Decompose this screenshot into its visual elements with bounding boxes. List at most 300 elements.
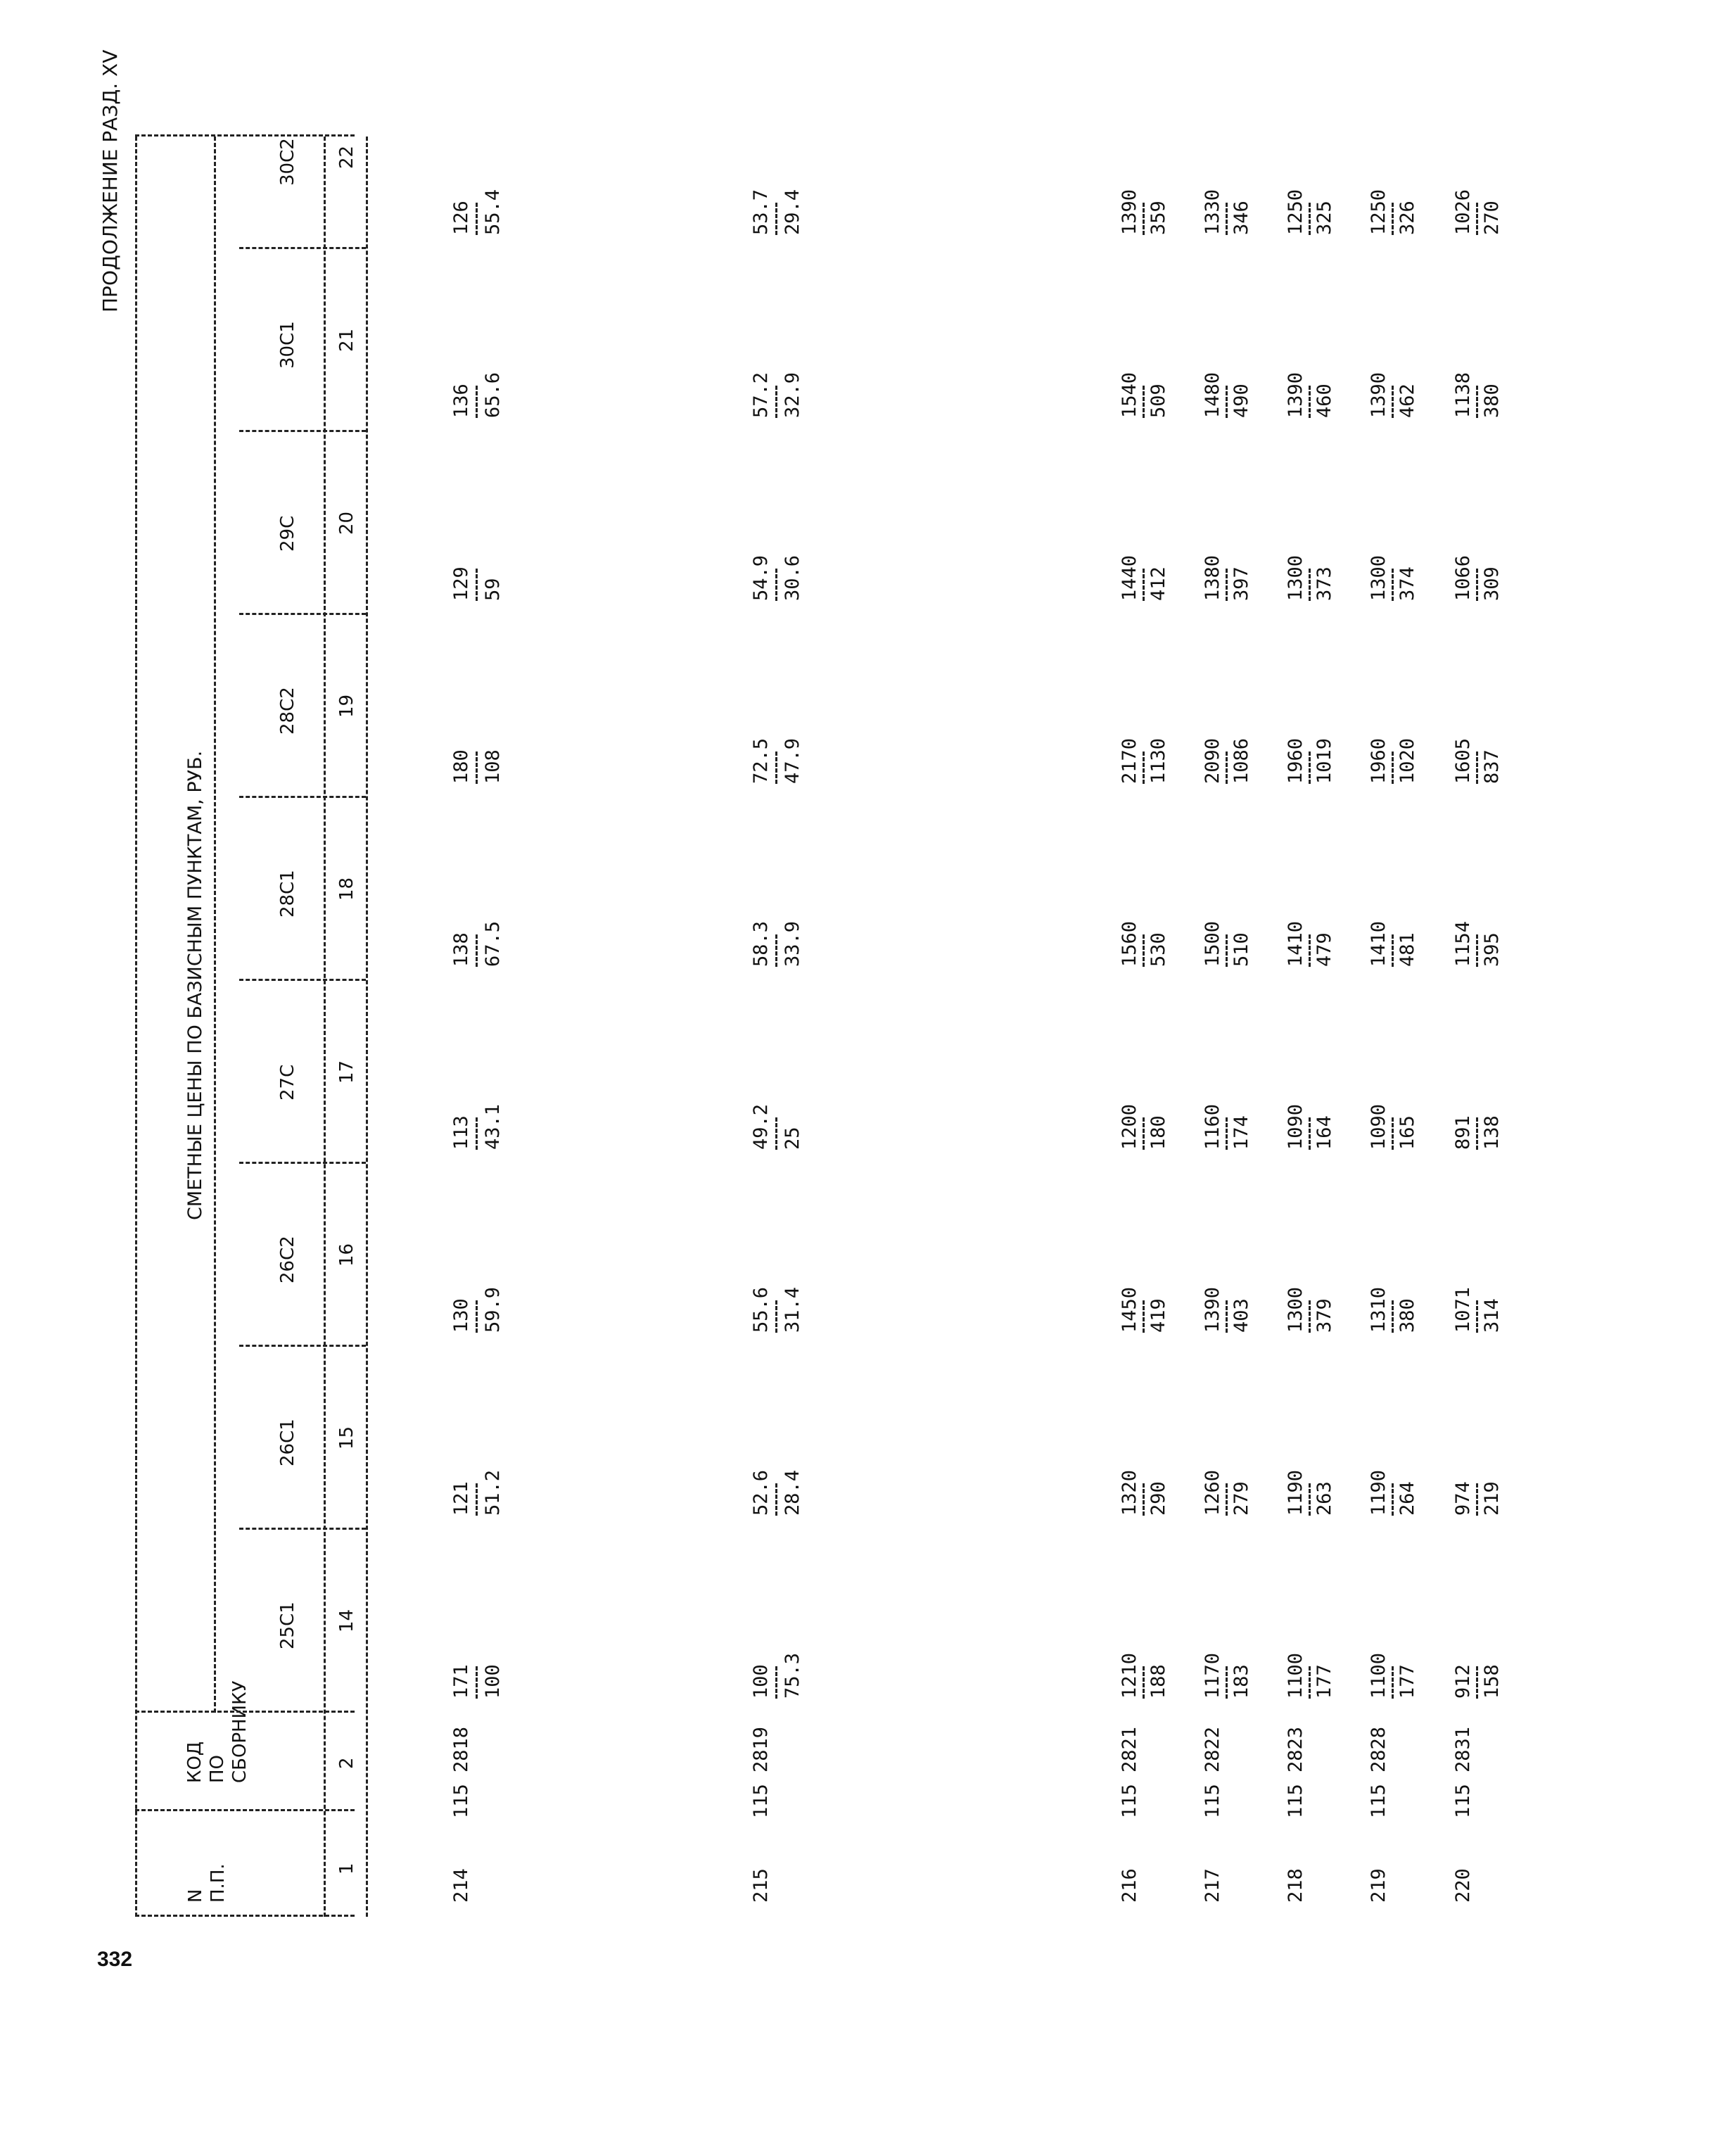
col-point-number: 15 (336, 1426, 357, 1450)
fraction-bar (775, 1483, 777, 1516)
price-numerator: 891 (1452, 1115, 1474, 1150)
fraction-bar (1392, 1300, 1394, 1333)
price-denominator: 326 (1397, 201, 1418, 235)
price-cell (1202, 528, 1253, 601)
price-cell (450, 162, 504, 235)
fraction-bar (1309, 203, 1311, 235)
price-cell (1368, 1442, 1419, 1516)
price-numerator: 1440 (1119, 554, 1140, 601)
price-cell (750, 1625, 804, 1699)
price-numerator: 121 (450, 1481, 472, 1516)
col-separator (239, 1528, 366, 1530)
price-cell (1285, 711, 1336, 784)
price-numerator: 1160 (1202, 1103, 1223, 1150)
fraction-bar (1476, 1483, 1478, 1516)
price-denominator: 379 (1314, 1298, 1335, 1333)
price-cell (1452, 711, 1503, 784)
price-numerator: 1100 (1285, 1652, 1306, 1699)
fraction-bar (1143, 752, 1145, 784)
col-separator (239, 796, 366, 798)
price-numerator: 1300 (1368, 554, 1389, 601)
fraction-bar (1226, 1117, 1228, 1150)
price-denominator: 314 (1481, 1298, 1503, 1333)
price-cell (1202, 1077, 1253, 1150)
price-numerator: 130 (450, 1298, 472, 1333)
fraction-bar (1476, 1117, 1478, 1150)
title-rule (214, 137, 216, 1713)
fraction-bar (775, 386, 777, 418)
price-denominator: 1020 (1397, 737, 1418, 784)
price-numerator: 1190 (1368, 1469, 1389, 1516)
price-numerator: 1960 (1368, 737, 1389, 784)
price-numerator: 974 (1452, 1481, 1474, 1516)
price-numerator: 129 (450, 566, 472, 601)
price-denominator: 380 (1481, 383, 1503, 418)
price-cell (450, 711, 504, 784)
price-numerator: 1500 (1202, 920, 1223, 967)
price-denominator: 279 (1230, 1481, 1252, 1516)
fraction-bar (1309, 752, 1311, 784)
price-denominator: 479 (1314, 932, 1335, 967)
price-denominator: 309 (1481, 566, 1503, 601)
price-cell (1452, 1260, 1503, 1333)
price-cell (1285, 1442, 1336, 1516)
price-cell (1368, 711, 1419, 784)
fraction-bar (1143, 386, 1145, 418)
price-numerator: 1090 (1285, 1103, 1306, 1150)
price-denominator: 462 (1397, 383, 1418, 418)
price-denominator: 164 (1314, 1115, 1335, 1150)
price-denominator: 65.6 (482, 372, 504, 418)
col-separator-code (135, 1711, 355, 1713)
price-cell (1285, 345, 1336, 418)
price-denominator: 395 (1481, 932, 1503, 967)
price-cell (1202, 1260, 1253, 1333)
price-cell (750, 162, 804, 235)
fraction-bar (1476, 752, 1478, 784)
price-cell (1368, 1625, 1419, 1699)
fraction-bar (1226, 1300, 1228, 1333)
col-point-header: 27С (277, 1064, 298, 1101)
col-num-1: 1 (336, 1863, 357, 1875)
price-cell (1452, 345, 1503, 418)
price-cell (1119, 1260, 1170, 1333)
fraction-bar (1143, 1300, 1145, 1333)
price-cell (750, 1077, 804, 1150)
price-cell (750, 711, 804, 784)
col-point-number: 17 (336, 1060, 357, 1084)
col-point-header: 30С1 (277, 321, 298, 369)
price-denominator: 33.9 (782, 920, 803, 967)
row-code: 115 2821 (1119, 1726, 1140, 1818)
price-numerator: 1250 (1368, 189, 1389, 235)
fraction-bar (1226, 1483, 1228, 1516)
price-numerator: 1390 (1202, 1286, 1223, 1333)
fraction-bar (476, 1300, 478, 1333)
fraction-bar (1392, 203, 1394, 235)
price-denominator: 290 (1147, 1481, 1169, 1516)
price-numerator: 1960 (1285, 737, 1306, 784)
row-number: 215 (750, 1868, 772, 1903)
row-code: 115 2819 (750, 1726, 772, 1818)
price-denominator: 530 (1147, 932, 1169, 967)
price-denominator: 183 (1230, 1664, 1252, 1699)
fraction-bar (775, 752, 777, 784)
price-denominator: 177 (1397, 1664, 1418, 1699)
price-denominator: 380 (1397, 1298, 1418, 1333)
fraction-bar (1309, 934, 1311, 967)
price-cell (1202, 1442, 1253, 1516)
price-numerator: 1450 (1119, 1286, 1140, 1333)
price-denominator: 51.2 (482, 1469, 504, 1516)
row-number: 218 (1285, 1868, 1306, 1903)
price-numerator: 1100 (1368, 1652, 1389, 1699)
price-denominator: 174 (1230, 1115, 1252, 1150)
fraction-bar (1309, 1666, 1311, 1699)
price-cell (1285, 528, 1336, 601)
price-cell (1119, 528, 1170, 601)
price-numerator: 1390 (1368, 372, 1389, 418)
price-denominator: 59.9 (482, 1286, 504, 1333)
price-denominator: 1086 (1230, 737, 1252, 784)
fraction-bar (1309, 1483, 1311, 1516)
fraction-bar (1476, 386, 1478, 418)
price-denominator: 29.4 (782, 189, 803, 235)
fraction-bar (1476, 934, 1478, 967)
col-code-header-line1: КОД (184, 1741, 205, 1783)
price-numerator: 1540 (1119, 372, 1140, 418)
price-numerator: 1026 (1452, 189, 1474, 235)
table-title: СМЕТНЫЕ ЦЕНЫ ПО БАЗИСНЫМ ПУНКТАМ, РУБ. (184, 750, 206, 1220)
price-numerator: 1190 (1285, 1469, 1306, 1516)
price-cell (1285, 1077, 1336, 1150)
fraction-bar (1143, 1666, 1145, 1699)
col-separator (239, 1162, 366, 1164)
price-cell (1285, 1260, 1336, 1333)
price-denominator: 490 (1230, 383, 1252, 418)
price-numerator: 136 (450, 383, 472, 418)
price-cell (450, 345, 504, 418)
fraction-bar (476, 386, 478, 418)
fraction-bar (1309, 1117, 1311, 1150)
running-header: ПРОДОЛЖЕНИЕ РАЗД. XV (98, 49, 122, 312)
price-numerator: 1170 (1202, 1652, 1223, 1699)
fraction-bar (1392, 1483, 1394, 1516)
col-point-header: 28С1 (277, 870, 298, 918)
price-numerator: 1154 (1452, 920, 1474, 967)
price-cell (1368, 528, 1419, 601)
price-denominator: 43.1 (482, 1103, 504, 1150)
price-denominator: 359 (1147, 201, 1169, 235)
col-code-header-line3: СБОРНИКУ (229, 1680, 250, 1783)
price-numerator: 1300 (1285, 1286, 1306, 1333)
fraction-bar (1226, 569, 1228, 601)
price-cell (1368, 1077, 1419, 1150)
price-cell (750, 894, 804, 967)
fraction-bar (476, 569, 478, 601)
fraction-bar (476, 1117, 478, 1150)
price-numerator: 138 (450, 932, 472, 967)
number-rule (366, 137, 368, 1917)
price-cell (1119, 1625, 1170, 1699)
col-point-number: 16 (336, 1243, 357, 1267)
price-numerator: 126 (450, 201, 472, 235)
price-cell (1202, 1625, 1253, 1699)
col-point-header: 29С (277, 515, 298, 552)
row-code: 115 2823 (1285, 1726, 1306, 1818)
price-numerator: 1480 (1202, 372, 1223, 418)
price-cell (1452, 1625, 1503, 1699)
price-cell (1368, 894, 1419, 967)
fraction-bar (476, 934, 478, 967)
price-denominator: 270 (1481, 201, 1503, 235)
price-cell (1452, 162, 1503, 235)
fraction-bar (1392, 569, 1394, 601)
price-cell (1119, 894, 1170, 967)
price-denominator: 264 (1397, 1481, 1418, 1516)
price-numerator: 1138 (1452, 372, 1474, 418)
price-denominator: 481 (1397, 932, 1418, 967)
price-cell (450, 1260, 504, 1333)
price-numerator: 49.2 (750, 1103, 772, 1150)
price-denominator: 30.6 (782, 554, 803, 601)
price-numerator: 52.6 (750, 1469, 772, 1516)
fraction-bar (1143, 203, 1145, 235)
top-rule (135, 137, 137, 1917)
row-number: 216 (1119, 1868, 1140, 1903)
price-cell (450, 894, 504, 967)
price-numerator: 1210 (1119, 1652, 1140, 1699)
price-numerator: 1066 (1452, 554, 1474, 601)
row-code: 115 2818 (450, 1726, 472, 1818)
fraction-bar (1309, 569, 1311, 601)
price-denominator: 59 (482, 578, 504, 601)
price-cell (1368, 162, 1419, 235)
price-denominator: 346 (1230, 201, 1252, 235)
fraction-bar (775, 1300, 777, 1333)
price-denominator: 509 (1147, 383, 1169, 418)
price-numerator: 1410 (1285, 920, 1306, 967)
fraction-bar (476, 203, 478, 235)
fraction-bar (476, 1483, 478, 1516)
price-cell (750, 528, 804, 601)
price-numerator: 53.7 (750, 189, 772, 235)
price-numerator: 54.9 (750, 554, 772, 601)
price-cell (1202, 345, 1253, 418)
price-cell (450, 1625, 504, 1699)
col-point-number: 14 (336, 1609, 357, 1632)
col-separator (239, 430, 366, 432)
fraction-bar (1226, 386, 1228, 418)
fraction-bar (775, 934, 777, 967)
price-numerator: 72.5 (750, 737, 772, 784)
price-numerator: 1310 (1368, 1286, 1389, 1333)
price-denominator: 31.4 (782, 1286, 803, 1333)
price-denominator: 1130 (1147, 737, 1169, 784)
fraction-bar (1476, 1666, 1478, 1699)
price-numerator: 2170 (1119, 737, 1140, 784)
price-numerator: 1260 (1202, 1469, 1223, 1516)
col-point-number: 22 (336, 145, 357, 169)
fraction-bar (1143, 1117, 1145, 1150)
price-numerator: 2090 (1202, 737, 1223, 784)
col-point-header: 25С1 (277, 1602, 298, 1649)
price-cell (1285, 1625, 1336, 1699)
col-separator-left (135, 1915, 355, 1917)
price-cell (450, 1077, 504, 1150)
price-cell (750, 1260, 804, 1333)
price-cell (450, 528, 504, 601)
price-denominator: 100 (482, 1664, 504, 1699)
price-numerator: 171 (450, 1664, 472, 1699)
col-separator-right (135, 134, 355, 137)
price-cell (1452, 1442, 1503, 1516)
price-denominator: 219 (1481, 1481, 1503, 1516)
price-cell (1285, 894, 1336, 967)
price-denominator: 138 (1481, 1115, 1503, 1150)
price-numerator: 57.2 (750, 372, 772, 418)
price-numerator: 1330 (1202, 189, 1223, 235)
price-denominator: 460 (1314, 383, 1335, 418)
price-denominator: 32.9 (782, 372, 803, 418)
fraction-bar (1309, 1300, 1311, 1333)
col-separator (239, 247, 366, 249)
row-code: 115 2831 (1452, 1726, 1474, 1818)
price-denominator: 177 (1314, 1664, 1335, 1699)
price-denominator: 419 (1147, 1298, 1169, 1333)
price-numerator: 180 (450, 749, 472, 784)
price-denominator: 403 (1230, 1298, 1252, 1333)
price-denominator: 28.4 (782, 1469, 803, 1516)
price-denominator: 263 (1314, 1481, 1335, 1516)
price-numerator: 1090 (1368, 1103, 1389, 1150)
col-point-number: 21 (336, 328, 357, 352)
price-cell (1119, 1077, 1170, 1150)
price-cell (1202, 162, 1253, 235)
fraction-bar (1226, 1666, 1228, 1699)
row-code: 115 2828 (1368, 1726, 1389, 1818)
price-denominator: 25 (782, 1127, 803, 1150)
price-cell (1368, 345, 1419, 418)
fraction-bar (1476, 203, 1478, 235)
fraction-bar (775, 203, 777, 235)
price-numerator: 1300 (1285, 554, 1306, 601)
price-denominator: 188 (1147, 1664, 1169, 1699)
price-cell (1368, 1260, 1419, 1333)
col-point-number: 18 (336, 877, 357, 901)
price-denominator: 510 (1230, 932, 1252, 967)
price-cell (1202, 894, 1253, 967)
fraction-bar (1309, 386, 1311, 418)
fraction-bar (1226, 203, 1228, 235)
col-separator (239, 613, 366, 615)
price-cell (1119, 711, 1170, 784)
price-cell (750, 1442, 804, 1516)
price-denominator: 158 (1481, 1664, 1503, 1699)
fraction-bar (1476, 569, 1478, 601)
fraction-bar (1392, 386, 1394, 418)
row-number: 220 (1452, 1868, 1474, 1903)
price-denominator: 412 (1147, 566, 1169, 601)
price-denominator: 180 (1147, 1115, 1169, 1150)
price-cell (450, 1442, 504, 1516)
row-number: 219 (1368, 1868, 1389, 1903)
row-number: 217 (1202, 1868, 1223, 1903)
price-numerator: 1390 (1285, 372, 1306, 418)
price-numerator: 113 (450, 1115, 472, 1150)
price-cell (1119, 162, 1170, 235)
col-num-2: 2 (336, 1757, 357, 1769)
price-denominator: 165 (1397, 1115, 1418, 1150)
price-denominator: 837 (1481, 749, 1503, 784)
price-numerator: 1380 (1202, 554, 1223, 601)
col-separator (239, 1345, 366, 1347)
fraction-bar (1143, 569, 1145, 601)
fraction-bar (775, 1117, 777, 1150)
price-cell (1452, 894, 1503, 967)
row-code: 115 2822 (1202, 1726, 1223, 1818)
price-numerator: 1410 (1368, 920, 1389, 967)
fraction-bar (476, 752, 478, 784)
header-rule (324, 137, 326, 1917)
price-denominator: 67.5 (482, 920, 504, 967)
price-cell (1452, 1077, 1503, 1150)
price-cell (1285, 162, 1336, 235)
price-cell (1452, 528, 1503, 601)
col-np-header: N П.П. (185, 1863, 229, 1903)
price-numerator: 1200 (1119, 1103, 1140, 1150)
price-denominator: 374 (1397, 566, 1418, 601)
row-number: 214 (450, 1868, 472, 1903)
price-denominator: 373 (1314, 566, 1335, 601)
col-point-header: 26С1 (277, 1419, 298, 1466)
price-denominator: 47.9 (782, 737, 803, 784)
fraction-bar (1226, 934, 1228, 967)
price-numerator: 1560 (1119, 920, 1140, 967)
col-separator (239, 979, 366, 981)
price-cell (1202, 711, 1253, 784)
fraction-bar (775, 569, 777, 601)
fraction-bar (775, 1666, 777, 1699)
fraction-bar (1476, 1300, 1478, 1333)
price-numerator: 1250 (1285, 189, 1306, 235)
col-point-number: 20 (336, 511, 357, 535)
col-code-header-line2: ПО (207, 1754, 228, 1783)
price-cell (1119, 1442, 1170, 1516)
price-numerator: 1605 (1452, 737, 1474, 784)
price-denominator: 325 (1314, 201, 1335, 235)
fraction-bar (1143, 934, 1145, 967)
price-denominator: 1019 (1314, 737, 1335, 784)
fraction-bar (1392, 752, 1394, 784)
fraction-bar (1392, 1117, 1394, 1150)
price-numerator: 58.3 (750, 920, 772, 967)
fraction-bar (476, 1666, 478, 1699)
price-numerator: 100 (750, 1664, 772, 1699)
price-denominator: 55.4 (482, 189, 504, 235)
page-number: 332 (97, 1948, 133, 1971)
price-cell (750, 345, 804, 418)
price-numerator: 1071 (1452, 1286, 1474, 1333)
price-numerator: 912 (1452, 1664, 1474, 1699)
price-cell (1119, 345, 1170, 418)
col-point-header: 30С2 (277, 138, 298, 186)
price-numerator: 1390 (1119, 189, 1140, 235)
col-separator-np (135, 1809, 355, 1811)
price-denominator: 108 (482, 749, 504, 784)
col-point-number: 19 (336, 694, 357, 718)
fraction-bar (1143, 1483, 1145, 1516)
